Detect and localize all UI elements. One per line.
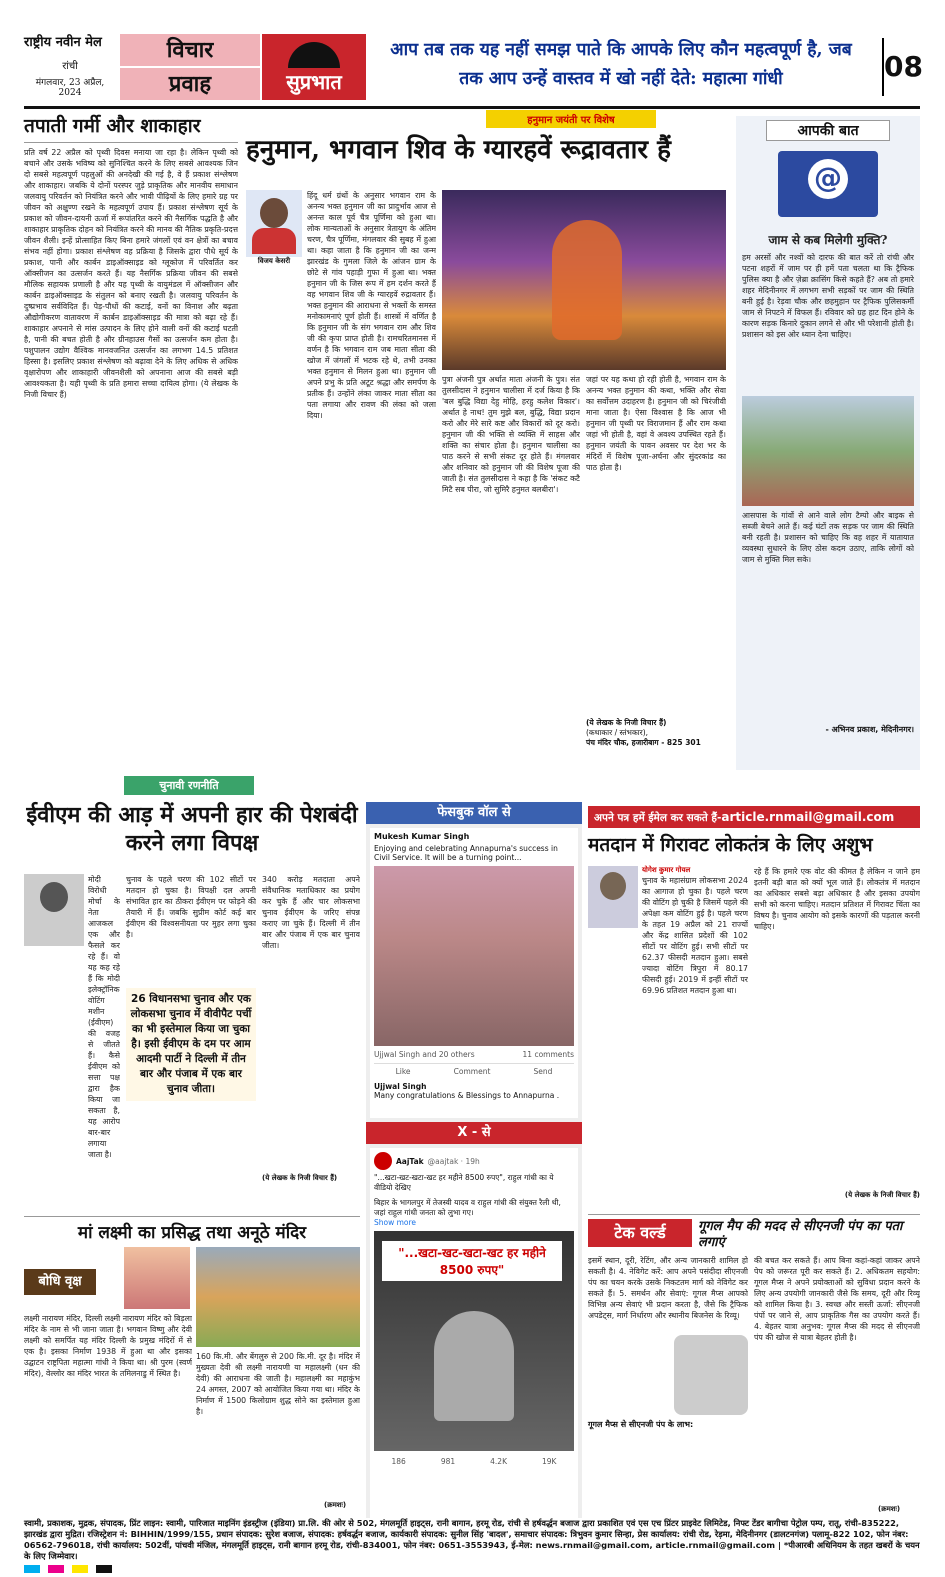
hanuman-figure-icon: [552, 220, 622, 340]
facebook-header: फेसबुक वॉल से: [366, 802, 582, 824]
x-post-header: [374, 1152, 574, 1170]
tech-article: [588, 1214, 920, 1516]
city: रांची: [62, 61, 78, 72]
laxmi-article: [24, 1216, 360, 1516]
paper-logo: [24, 32, 116, 102]
evm-kicker: चुनावी रणनीति: [124, 776, 254, 795]
voting-author-photo: [588, 866, 638, 928]
x-body: बिहार के भागलपुर में तेजस्वी यादव व राहुल गांधी की संयुक्त रैली थी, जहां राहुल गांधी जनता को लुभा गए।: [374, 1198, 561, 1217]
fb-post-photo: [374, 866, 574, 1046]
voting-credit: (ये लेखक के निजी विचार हैं): [844, 1191, 920, 1199]
aapki-baat-body: हम अरसों और नश्वों को दारफ की बात करें तो रांची और पटना शहरों में जाम पर ही हमें पता चलता था कि ट्रैफिक पुलिस क्या है और ज़ेब्रा क्रासिंग किसे कहते हैं? अब तो हमारे शहर मेदिनीनगर में लगभग सभी सड़कों पर जाम की स्थिति बनी हुई है। रेड़वा चौक और छहमुहान पर ट्रैफिक पुलिसकर्मी जाम से निपटने में विफल हैं। रविवार को ग्रह हाट दिन होने के कारण सड़क किनारे दुकान लगने से और भी परेशानी होती है। प्रशासन को इस ओर ध्यान देना चाहिए।: [742, 253, 914, 339]
divider: [24, 106, 920, 109]
voting-article: [588, 832, 920, 1212]
editorial: [24, 114, 238, 769]
author-face-icon: [600, 872, 626, 900]
bodhi-vriksh-tag: बोधि वृक्ष: [24, 1269, 96, 1295]
paper-name: राष्ट्रीय नवीन मेल: [24, 35, 102, 50]
editorial-title: तपाती गर्मी और शाकाहार: [24, 114, 238, 143]
temple-photo-1: [124, 1247, 190, 1309]
fb-send-button[interactable]: Send: [533, 1067, 553, 1076]
evm-col-2: [126, 874, 256, 1214]
fb-reactions-row: [374, 1050, 574, 1059]
x-reposts: 981: [440, 1457, 456, 1466]
x-replies: 186: [391, 1457, 406, 1466]
tech-tag: टेक वर्ल्ड: [588, 1219, 692, 1247]
x-video-quote: "...खटा-खट-खटा-खट हर महीने 8500 रुपए": [382, 1241, 562, 1281]
mail-text: अपने पत्र हमें ईमेल कर सकते हैं-: [594, 812, 722, 824]
x-likes: 4.2K: [490, 1457, 508, 1466]
fb-post: [370, 828, 578, 1118]
author-face-icon: [40, 882, 68, 912]
masthead: [24, 32, 923, 102]
fb-like-button[interactable]: Like: [395, 1067, 411, 1076]
mail-bar: [588, 806, 920, 828]
fb-comment-text: Many congratulations & Blessings to Annapurna .: [374, 1091, 560, 1100]
suprabhat-label: सुप्रभात: [286, 70, 342, 94]
x-video[interactable]: [374, 1231, 574, 1451]
hanuman-col-1: [246, 190, 436, 765]
hanuman-body-2: पुत्रा अंजनी पुत्र अर्थात माता अंजनी के पुत्र। संत तुलसीदास ने हनुमान चालीसा में दर्ज किया है कि 'बल बुद्धि विद्या देहु मोहि, हरहु कलेश विकार'। अर्थात हे नाथ! तुम मुझे बल, बुद्धि, विद्या प्रदान करो और मेरे सारे कष्ट और विकारों को दूर करो। हनुमान जी की भक्ति से व्यक्ति में साहस और शक्ति का संचार होता है। हनुमान चालीसा का पाठ करने से सभी संकट दूर होते हैं। मंगलवार और शनिवार को हनुमान जी की विशेष पूजा की जाती है। संत तुलसीदास ने कहा है कि 'संकट कटै मिटै सब पीरा, जो सुमिरै हनुमत बलबीरा'।: [442, 375, 580, 494]
hanuman-title: हनुमान, भगवान शिव के ग्यारहवें रूद्रावतार हैं: [246, 135, 671, 165]
at-icon: @: [808, 159, 848, 199]
social-wall: [366, 802, 582, 1518]
mail-illustration: [736, 141, 920, 231]
traffic-photo: [742, 396, 914, 506]
tech-subhead: गूगल मैप्स से सीएनजी पंप के लाभ:: [588, 1420, 694, 1429]
speaker-icon: [434, 1311, 514, 1421]
aapki-baat-signoff: - अभिनव प्रकाश, मेदिनीनगर।: [825, 725, 914, 734]
aapki-baat-body-2: आसपास के गांवों से आने वाले लोग टैम्पो और बाइक से सब्जी बेचने आते हैं। कई घंटों तक सड़क पर जाम की स्थिति बनी रहती है। प्रशासन को चाहिए कि वह शहर में यातायात व्यवस्था सुधारने के लिए ठोस कदम उठाए, ताकि लोगों को जाम से मुक्ति मिल सके।: [742, 511, 914, 564]
voting-col-1: [588, 866, 748, 1212]
evm-title: ईवीएम की आड़ में अपनी हार की पेशबंदी करने लगा विपक्ष: [26, 802, 358, 856]
voting-col-2: [754, 866, 920, 1212]
evm-body-3: 340 करोड़ मतदाता अपने संवैधानिक मताधिकार का प्रयोग कर चुके हैं और चार लोकसभा चुनाव ईवीएम के जरिए संपन्न कराए जा चुके हैं। दिल्ली में तीन बार और पंजाब में एक बार चुनाव जीता।: [262, 875, 360, 950]
evm-col-1: [24, 874, 120, 1214]
evm-col-3: [262, 874, 360, 1214]
author-photo: [246, 190, 302, 264]
tech-body-1: इसमें स्थान, दूरी, रेटिंग, और अन्य जानकारी शामिल हो सकती है। 4. नेविगेट करें: आप अपने पसंदीदा सीएनजी पंप का चयन करके उसके निकटतम मार्ग को नेविगेट कर सकते हैं। 5. समर्थन और सेवाएं: गूगल मैप्स आपको विभिन्न अन्य सेवाएं भी प्रदान करता है, जैसे कि ट्रैफिक अपडेट्स, मार्ग निर्धारण और स्थानीय बिजनेस के रिव्यू।: [588, 1256, 748, 1320]
fb-reactions: Ujjwal Singh and 20 others: [374, 1050, 475, 1059]
temple-photo-2: [196, 1247, 360, 1347]
section-label: [120, 34, 260, 100]
laxmi-credit: (क्रमशः): [324, 1501, 347, 1509]
evm-credit: (ये लेखक के निजी विचार हैं): [262, 1174, 338, 1182]
date: मंगलवार, 23 अप्रैल, 2024: [35, 78, 105, 98]
masthead-quote: आप तब तक यह नहीं समझ पाते कि आपके लिए कौन महत्वपूर्ण है, जब तक आप उन्हें वास्तव में खो नहीं देते: महात्मा गांधी: [390, 40, 852, 89]
black-swatch: [96, 1565, 112, 1573]
color-bar: [24, 1558, 920, 1568]
aapki-baat: [736, 116, 920, 770]
hanuman-credit-1: (ये लेखक के निजी विचार हैं): [586, 718, 667, 727]
fb-commenter: Ujjwal Singh: [374, 1082, 427, 1091]
evm-body-1: मोदी विरोधी मोर्चा के नेता आजकल एक और फैसले कर रहे हैं। वो यह कह रहे हैं कि मोदी इलेक्ट्रॉनिक वोटिंग मशीन (ईवीएम) की वजह से जीतते हैं। कैसे ईवीएम को सत्ता पक्ष द्वारा हैक किया जा सकता है, यह आरोप बार-बार लगाया जाता है।: [88, 875, 120, 1159]
fb-post-name: Mukesh Kumar Singh: [374, 832, 470, 841]
author-face-icon: [260, 198, 288, 228]
fb-actions: [374, 1063, 574, 1076]
x-post: [370, 1148, 578, 1526]
aapki-baat-header: आपकी बात: [766, 120, 890, 141]
author-name: विजय केसरी: [246, 257, 302, 266]
phone-map-icon: [674, 1335, 748, 1415]
author-shirt-icon: [252, 228, 296, 254]
hanuman-body-1: हिंदू धर्म ग्रंथों के अनुसार भगवान राम के अनन्य भक्त हनुमान जी का प्रादुर्भाव आज से अनन्त काल पूर्व चैत्र पूर्णिमा को हुआ था। लोक मान्यताओं के अनुसार त्रेतायुग के अंतिम चरण, चैत्र पूर्णिमा, मंगलवार की सुबह में हुआ था। कहा जाता है कि हनुमान जी का जन्म झारखंड के गुमला जिले के आंजन ग्राम के छोटे से गांव पहाड़ी गुफा में हुआ था। भक्त हनुमान जी के जिस रूप में हम दर्शन करते हैं वह भगवान शिव जी के ग्यारहवें रुद्रावतार हैं। भक्त हनुमान की आराधना से भक्तों के समस्त मनोकामनाएं पूर्ण होती हैं। शास्त्रों में वर्णित है कि हनुमान जी के संग भगवान राम और शिव जी की कृपा प्राप्त होती है। रामचरितमानस में वर्णन है कि भगवान राम जब माता सीता की खोज में जंगलों में भटक रहे थे, तभी उनका भक्त हनुमान से मिलन हुआ था। हनुमान जी अपने प्रभु के प्रति अटूट श्रद्धा और समर्पण के प्रतीक हैं। उन्होंने लंका जाकर माता सीता का पता लगाया और रावण की लंका को जला दिया।: [307, 191, 436, 420]
hanuman-credit-2: (कथाकार / स्तंभकार),: [586, 728, 649, 737]
x-text: "...खटा-खट-खटा-खट हर महीने 8500 रुपए", राहुल गांधी का ये वीडियो देखिए: [374, 1173, 554, 1192]
imprint: स्वामी, प्रकाशक, मुद्रक, संपादक, प्रिंट लाइन: स्वामी, पारिजात माइनिंग इंडस्ट्रीज (इंडिया) प्रा.लि. की ओर से 502, मंगलमूर्ति हाइट्स, रानी बागान, हरमू रोड, रांची से हर्षवर्द्धन बजाज द्वारा प्रकाशित एवं एस एच प्रिंटर प्राइवेट लिमिटेड, निफ्ट टेंडर बागीचा पेट्रोल पम्प, रातू, रांची-835222, झारखंड द्वारा मुद्रित। रजिस्ट्रेशन नं: BIHHIN/1999/155, प्रधान संपादक: सुरेश बजाज, संपादक: हर्षवर्द्धन बजाज, कार्यकारी संपादक: सुनील सिंह 'बादल', समाचार संपादक: त्रिभुवन कुमार सिन्हा, प्रेस कार्यालय: रांची रोड, रेड़मा, मेदिनीनगर (डालटनगंज) पलामू-822 102, फोन नंबर: 06562-796018, रांची कार्यालय: 502वीं, पांचवी मंजिल, मंगलमूर्ति हाइट्स, रानी बागान हरमू रोड, रांची-834001, फोन नंबर: 0651-3553943, ई-मेल: news.rnmail@gmail.com, article.rnmail@gmail.com | *पीआरबी अधिनियम के तहत खबरों के चयन के लिए जिम्मेवार।: [24, 1518, 920, 1561]
sunrise-icon: [288, 42, 340, 68]
voting-title: मतदान में गिरावट लोकतंत्र के लिए अशुभ: [588, 834, 873, 856]
evm-body-2: चुनाव के पहले चरण की 102 सीटों पर मतदान हो चुका है। विपक्षी दल अपनी संभावित हार का ठीकरा ईवीएम पर फोड़ने की तैयारी में हैं। जबकि सुप्रीम कोर्ट कई बार ईवीएम की विश्वसनीयता पर मुहर लगा चुका है।: [126, 875, 256, 939]
voting-body-1: चुनाव के महासंग्राम लोकसभा 2024 का आगाज हो चुका है। पहले चरण की वोटिंग हो चुकी है जिसमें पहले की अपेक्षा कम वोटिंग हुई है। पहले चरण के तहत 19 अप्रैल को 21 राज्यों और केंद्र शासित प्रदेशों की 102 सीटों पर वोटिंग हुई। सभी सीटों पर 62.37 फीसदी मतदान हुआ। सबसे ज्यादा वोटिंग त्रिपुरा में 80.17 फीसदी हुई। 2019 में इन्हीं सीटों पर 69.96 प्रतिशत मतदान हुआ था।: [642, 876, 748, 995]
page-number: 08: [882, 38, 922, 96]
hanuman-col-3: [586, 374, 726, 766]
suprabhat-box: [262, 34, 366, 100]
evm-article: [24, 776, 360, 1214]
tech-body-2: की बचत कर सकते हैं। आप बिना कहां-कहां जाकर अपने पेप को जरूरत पूरी कर सकते हैं। 2. अधिकतम सहयोग: गूगल मैप्स ने अपने प्रयोक्ताओं को सुविधा प्रदान करने के लिए अन्य उपयोगी जानकारी जैसे कि समय, दूरी और रिव्यू को शामिल किया है। 3. स्वच्छ और सस्ती ऊर्जा: सीएनजी पंपों पर जाने से, आप प्राकृतिक गैस का उपयोग करते हैं। 4. बेहतर यात्रा अनुभव: गूगल मैप्स की मदद से सीएनजी पंप की खोज से यात्रा बेहतर होती है।: [754, 1256, 920, 1342]
aajtak-logo-icon: [374, 1152, 392, 1170]
section-bottom: प्रवाह: [168, 71, 212, 97]
tech-title: गूगल मैप की मदद से सीएनजी पंप का पता लगाएं: [698, 1219, 903, 1250]
fb-comment-button[interactable]: Comment: [453, 1067, 491, 1076]
voting-author-name: योगेश कुमार गोयल: [642, 866, 691, 874]
fb-comments-count: 11 comments: [522, 1050, 574, 1059]
hanuman-image: [442, 190, 726, 370]
aapki-baat-title: जाम से कब मिलेगी मुक्ति?: [768, 233, 888, 247]
evm-author-photo: [24, 874, 84, 946]
fb-post-text: Enjoying and celebrating Annapurna's success in Civil Service. It will be a turning point...: [374, 844, 558, 862]
hanuman-article: [246, 110, 730, 770]
hanuman-credit-3: पंच मंदिर चौक, हजारीबाग - 825 301: [586, 738, 701, 747]
mail-email[interactable]: article.rnmail@gmail.com: [721, 810, 895, 824]
editorial-body: प्रति वर्ष 22 अप्रैल को पृथ्वी दिवस मनाया जा रहा है। लेकिन पृथ्वी को बचाने और उसके भविष्य को सुनिश्चित करने के लिए सबसे आवश्यक जिन दो सबसे महत्वपूर्ण पहलुओं की अनदेखी की गई है, वे हैं प्रकाश संश्लेषण और शाकाहार। जबकि ये दोनों परस्पर जुड़े प्राकृतिक और मानवीय समाधान जलवायु परिवर्तन को नियंत्रित करने और भावी पीढ़ियों के लिए हमारे ग्रह पर जीवन को अक्षुण्ण रखने के महत्वपूर्ण उपाय हैं। प्रकाश संश्लेषण सूर्य के प्रकाश को जीवन-दायनी ऊर्जा में रूपांतरित करने की नैसर्गिक पद्धति है और शाकाहार प्राकृतिक दोहन को नियंत्रित करने की मानव की नैतिक प्रकृति-प्रदत्त जीवन शैली। इन्हें प्रोत्साहित किए बिना हमारे जंगलों एवं वन क्षेत्रों का बचाव संभव नहीं होगा। प्रकाश संश्लेषण वह प्रक्रिया है जिसके द्वारा पौधे सूर्य के प्रकाश, पानी और कार्बन डाइऑक्साइड को ग्लूकोज में परिवर्तित कर ऑक्सीजन का उत्सर्जन करते हैं। यह नैसर्गिक प्रक्रिया जीवन की सबसे मौलिक सहायक प्रणाली है और यह पृथ्वी के वायुमंडल में ऑक्सीजन और कार्बन डाइऑक्साइड के संतुलन को बनाए रखती है। जलवायु परिवर्तन के दुष्प्रभाव सर्वविदित हैं। पेड़-पौधों की कटाई, वनों का विनाश और बढ़ता औद्योगीकरण वातावरण में कार्बन डाइऑक्साइड की मात्रा को बढ़ा रहे हैं। शाकाहार अपनाने से मांस उत्पादन के लिए होने वाली वनों की कटाई घटती है, पानी की बचत होती है और ग्रीनहाउस गैसों का उत्सर्जन कम होता है। पशुपालन उद्योग वैश्विक मानवजनित उत्सर्जन का लगभग 14.5 प्रतिशत हिस्सा है। इसलिए प्रकाश संश्लेषण को बढ़ावा देने के लिए अधिक से अधिक वृक्षारोपण और शाकाहारी जीवनशैली को अपनाना आज की सबसे बड़ी आवश्यकता है। यही पृथ्वी के प्रति हमारा सच्चा दायित्व होगा। (ये लेखक के निजी विचार हैं): [24, 148, 238, 399]
x-stats: [374, 1457, 574, 1466]
magenta-swatch: [48, 1565, 64, 1573]
hanuman-body-3: जहां पर यह कथा हो रही होती है, भगवान राम के अनन्य भक्त हनुमान की कथा, भक्ति और सेवा का सर्वोत्तम उदाहरण है। हनुमान जी को चिरंजीवी माना जाता है। ऐसा विश्वास है कि आज भी हनुमान जी पृथ्वी पर विराजमान हैं और राम कथा जहां भी होती है, वहां वे अवश्य उपस्थित रहते हैं। हनुमान जयंती के पावन अवसर पर देश भर के मंदिरों में विशेष पूजा-अर्चना और सुंदरकांड का पाठ होता है।: [586, 375, 726, 472]
section-top: विचार: [120, 34, 260, 68]
yellow-swatch: [72, 1565, 88, 1573]
tech-credit: (क्रमशः): [878, 1505, 901, 1513]
cyan-swatch: [24, 1565, 40, 1573]
x-show-more[interactable]: Show more: [374, 1218, 417, 1227]
x-name: AajTak: [396, 1156, 424, 1166]
laxmi-body-2: 160 कि.मी. और बेंगलुरु से 200 कि.मी. दूर है। मंदिर में मुख्यतः देवी श्री लक्ष्मी नारायणी या महालक्ष्मी (धन की देवी) की आराधना की जाती है। महालक्ष्मी का महाकुंभ 24 अगस्त, 2007 को आयोजित किया गया था। मंदिर के निर्माण में 1500 किलोग्राम शुद्ध सोने का इस्तेमाल हुआ है।: [196, 1352, 360, 1416]
voting-body-2: रहे हैं कि हमारे एक वोट की कीमत है लेकिन न जाने हम इतनी बड़ी बात को क्यों भूल जाते हैं। लोकतंत्र में मतदान का अधिकार सबसे बड़ा अधिकार है और इसका उपयोग सभी को करना चाहिए। मतदान प्रतिशत में गिरावट चिंता का विषय है। चुनाव आयोग को इसके कारणों की पड़ताल करनी चाहिए।: [754, 867, 920, 931]
laxmi-body-1: लक्ष्मी नारायण मंदिर, दिल्ली लक्ष्मी नारायण मंदिर को बिड़ला मंदिर के नाम से भी जाना जाता है। भगवान विष्णु और देवी लक्ष्मी को समर्पित यह मंदिर दिल्ली के प्रमुख मंदिरों में से एक है। इसका निर्माण 1938 में हुआ था और इसका उद्घाटन राष्ट्रपिता महात्मा गांधी ने किया था। श्री पुरम (स्वर्ण मंदिर), वेल्लोर का मंदिर भारत के तमिलनाडु में स्थित है।: [24, 1314, 192, 1378]
hanuman-kicker: हनुमान जयंती पर विशेष: [486, 110, 656, 128]
laxmi-title: मां लक्ष्मी का प्रसिद्ध तथा अनूठे मंदिर: [77, 1223, 307, 1243]
x-header: X - से: [366, 1122, 582, 1144]
x-handle: @aajtak · 19h: [427, 1156, 480, 1166]
evm-pullquote: 26 विधानसभा चुनाव और एक लोकसभा चुनाव में वीवीपैट पर्ची का भी इस्तेमाल किया जा चुका है। इसी ईवीएम के दम पर आम आदमी पार्टी ने दिल्ली में तीन बार और पंजाब में एक बार चुनाव जीता।: [126, 988, 256, 1101]
x-views: 19K: [542, 1457, 557, 1466]
